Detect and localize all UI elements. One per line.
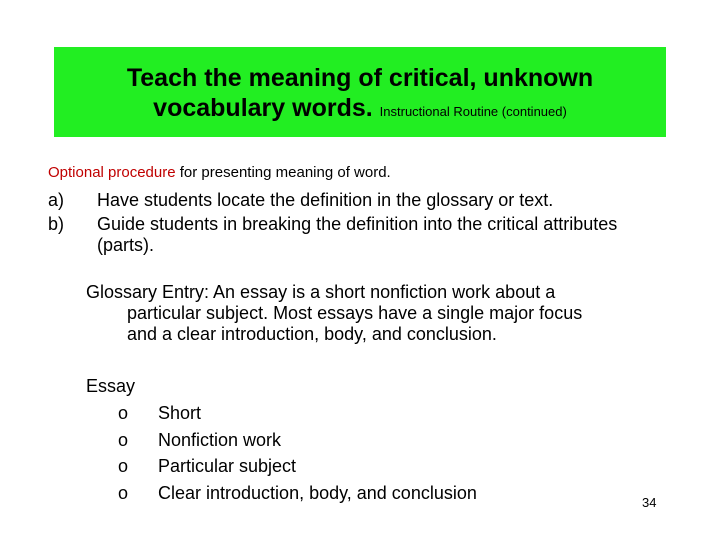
- attribute-item: [118, 483, 477, 504]
- step-letter: a): [48, 190, 65, 210]
- page-number: 34: [642, 495, 657, 510]
- attribute-text: Clear introduction, body, and conclusion: [158, 483, 477, 503]
- attribute-text: Nonfiction work: [158, 430, 282, 450]
- slide-title-line1: Teach the meaning of critical, unknown: [126, 64, 594, 92]
- attribute-item: [118, 430, 281, 451]
- glossary-line-2: particular subject. Most essays have a single major focus: [127, 303, 583, 323]
- bullet-marker: o: [118, 483, 129, 503]
- intro-highlight: Optional procedure: [48, 164, 176, 181]
- attribute-item: [118, 456, 296, 477]
- glossary-entry: [86, 282, 666, 345]
- intro-text: [48, 164, 391, 181]
- intro-rest: for presenting meaning of word.: [175, 164, 391, 181]
- glossary-label: Glossary Entry: [86, 282, 205, 302]
- bullet-marker: o: [118, 430, 129, 450]
- slide-title-line2-text: vocabulary words.: [153, 94, 373, 122]
- essay-label: Essay: [86, 376, 136, 396]
- step-text: Have students locate the definition in the glossary or text.: [97, 190, 554, 210]
- title-banner: [54, 47, 666, 137]
- glossary-line1-text: : An essay is a short nonfiction work about a: [204, 282, 556, 302]
- bullet-marker: o: [118, 456, 129, 476]
- attribute-text: Short: [158, 403, 202, 423]
- slide-title-line2: [54, 93, 666, 127]
- step-text: Guide students in breaking the definition into the critical attributes (parts).: [97, 214, 618, 255]
- attribute-text: Particular subject: [158, 456, 297, 476]
- bullet-marker: o: [118, 403, 129, 423]
- glossary-line-1: [86, 282, 666, 303]
- slide-subtitle: Instructional Routine (continued): [379, 104, 567, 119]
- glossary-line-3: and a clear introduction, body, and conclusion.: [127, 324, 497, 344]
- step-letter: b): [48, 214, 65, 234]
- attribute-item: [118, 403, 201, 424]
